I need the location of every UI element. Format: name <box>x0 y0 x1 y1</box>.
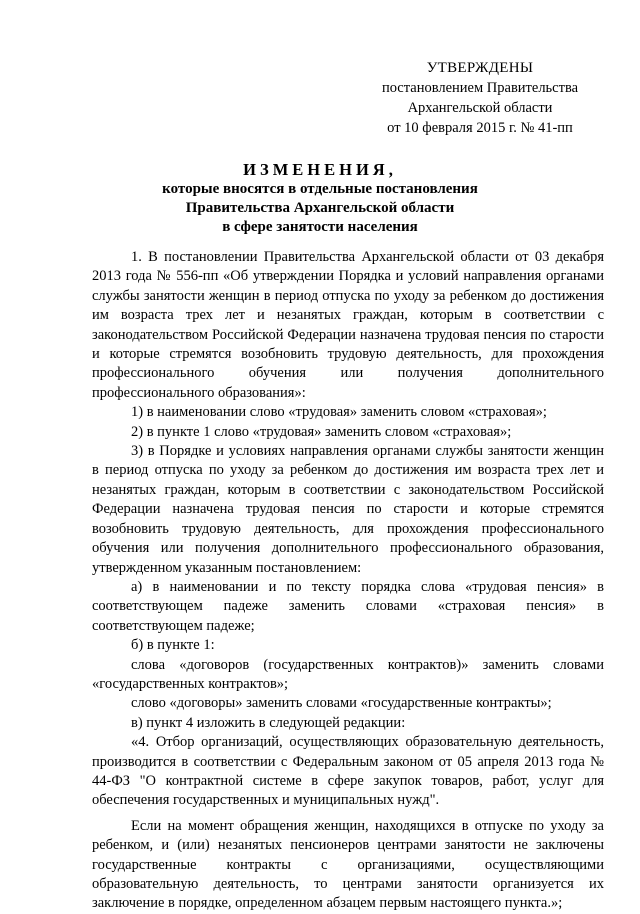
paragraph-item-a: а) в наименовании и по тексту порядка слова «трудовая пенсия» в соответствующем падеже заменить словами «страховая пенсия» в соответствующем падеже; <box>92 578 604 634</box>
title-line-3: в сфере занятости населения <box>222 219 418 235</box>
paragraph-item-3: 3) в Порядке и условиях направления органами службы занятости женщин в период отпуска по уходу за ребенком до достижения им возраста трех лет и незанятых граждан, которым в соответствии с законодательством Российской Федерации назначена трудовая пенсия по старости и которые стремятся возобновить трудовую деятельность, для прохождения профессионального обучения или получения дополнительного профессионального образования, утвержденном указанным постановлением: <box>92 443 604 576</box>
paragraph-item-1: 1) в наименовании слово «трудовая» заменить словом «страховая»; <box>131 404 547 421</box>
approval-heading: УТВЕРЖДЕНЫ <box>426 60 534 76</box>
title-line-1: которые вносятся в отдельные постановления <box>162 181 478 197</box>
paragraph-item-b: б) в пункте 1: <box>131 637 215 654</box>
approval-line-1: постановлением Правительства <box>381 80 579 96</box>
paragraph-item-2: 2) в пункте 1 слово «трудовая» заменить словом «страховая»; <box>131 423 512 440</box>
title-line-2: Правительства Архангельской области <box>185 200 455 216</box>
approval-line-3: от 10 февраля 2015 г. № 41-пп <box>387 120 573 136</box>
paragraph-item-v: в) пункт 4 изложить в следующей редакции: <box>131 714 406 731</box>
approval-stamp <box>360 58 600 138</box>
approval-line-2: Архангельской области <box>407 100 553 116</box>
paragraph-1: 1. В постановлении Правительства Архангельской области от 03 декабря 2013 года № 556-пп «Об утверждении Порядка и условий направления органами службы занятости женщин в период отпуска по уходу за ребенком до достижения им возраста трех лет и незанятых граждан, которым в соответствии с законодательством Российской Федерации назначена трудовая пенсия по старости и которые стремятся возобновить трудовую деятельность, для прохождения профессионального обучения или получения дополнительного профессионального образования»: <box>92 249 604 401</box>
paragraph-word-contracts: слово «договоры» заменить словами «государственные контракты»; <box>131 695 552 712</box>
document-body <box>92 248 604 914</box>
document-title <box>80 160 560 237</box>
title-main: ИЗМЕНЕНИЯ, <box>243 160 397 179</box>
paragraph-point-4: «4. Отбор организаций, осуществляющих образовательную деятельность, производится в соответствии с Федеральным законом от 05 апреля 2013 года № 44-ФЗ "О контрактной системе в сфере закупок товаров, работ, услуг для обеспечения государственных и муниципальных нужд". <box>92 734 604 809</box>
paragraph-words-contracts: слова «договоров (государственных контрактов)» заменить словами «государственных контрактов»; <box>92 656 604 692</box>
paragraph-point-4-continued: Если на момент обращения женщин, находящихся в отпуске по уходу за ребенком, и (или) незанятых пенсионеров центрами занятости не заключены государственные контракты с организациями, осуществляющими образовательную деятельность, то центрами занятости организуется их заключение в порядке, определенном абзацем первым настоящего пункта.»; <box>92 817 604 912</box>
